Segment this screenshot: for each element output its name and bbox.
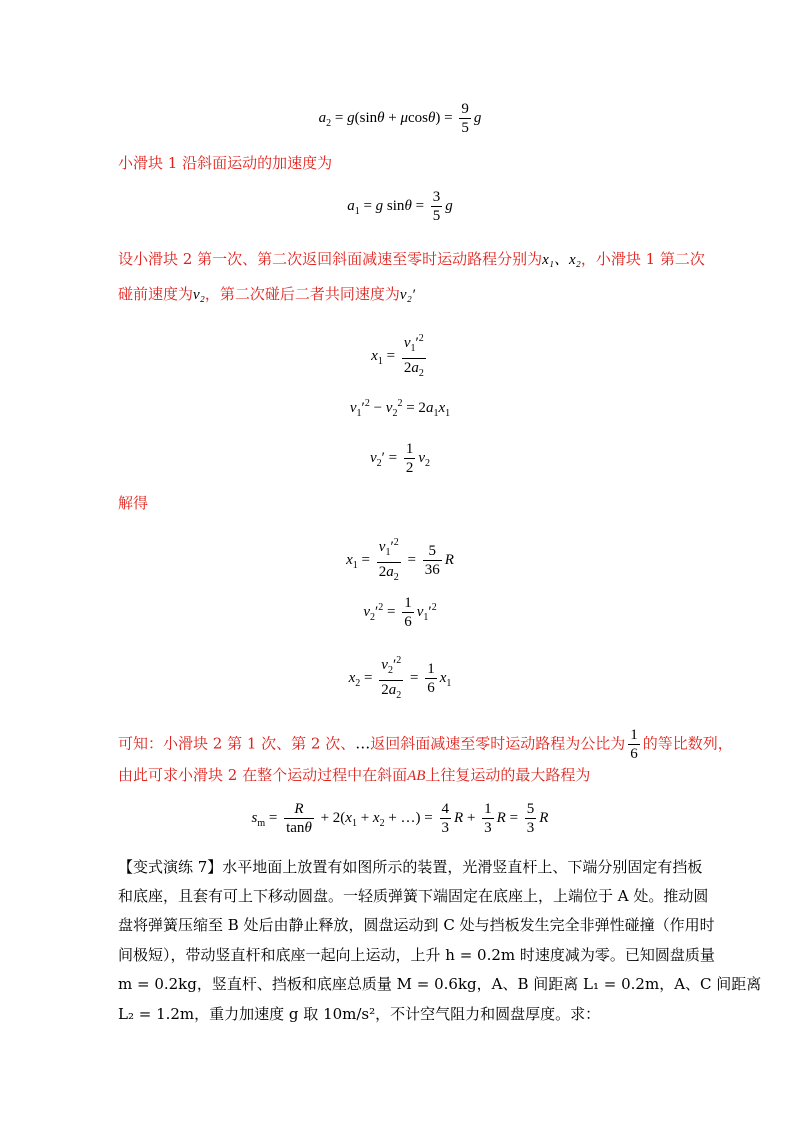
equation-x1-definition: $x_1$ = $\frac{v_1'^2}{2a_2}$ [0,330,800,383]
problem-line-2: 和底座，且套有可上下移动圆盘。一轻质弹簧下端固定在底座上，上端位于 A 处。推动圆 [118,887,709,905]
text-setup-line-1: 设小滑块 2 第一次、第二次返回斜面减速至零时运动路程分别为x₁、x₂，小滑块 1 第二次 [118,250,705,268]
problem-line-1: 【变式演练 7】水平地面上放置有如图所示的装置，光滑竖直杆上、下端分别固定有挡板 [118,858,703,876]
text-max-distance: 由此可求小滑块 2 在整个运动过程中在斜面AB上往复运动的最大路程为 [118,766,591,784]
equation-sm: $s_m$ = $\frac{R}{\tan\theta}$ + $2(x_1 + x_2$ + …) = $\frac{4}{3}$ R + $\frac{1}{3}$ R = $\frac{5}{3}$ R [251,801,549,836]
text-acceleration-1: 小滑块 1 沿斜面运动的加速度为 [118,154,333,172]
equation-v2-prime: $v_2'$ = $\frac{1}{2}$ $v_2$ [369,441,431,476]
equation-x1-result: $x_1$ = $\frac{v_1'^2}{2a_2}$ = $\frac{5}{36}$ R [0,534,800,587]
problem-line-5: m = 0.2kg，竖直杆、挡板和底座总质量 M = 0.6kg，A、B 间距离 L₁ = 0.2m，A、C 间距离 [118,975,762,993]
text-geometric-series: 可知：小滑块 2 第 1 次、第 2 次、…返回斜面减速至零时运动路程为公比为 $\frac{1}{6}$ 的等比数列， [118,727,733,762]
problem-line-3: 盘将弹簧压缩至 B 处后由静止释放，圆盘运动到 C 处与挡板发生完全非弹性碰撞（作用时 [118,916,715,934]
equation-x2-result: $x_2$ = $\frac{v_2'^2}{2a_2}$ = $\frac{1}{6}$ $x_1$ [0,652,800,705]
equation-energy: $v_1'^2 - v_2^2 = 2a_1x_1$ [349,398,451,419]
problem-line-4: 间极短），带动竖直杆和底座一起向上运动，上升 h = 0.2m 时速度减为零。已知圆盘质量 [118,946,715,964]
text-solve: 解得 [118,494,149,512]
text-setup-line-2: 碰前速度为v₂，第二次碰后二者共同速度为v₂′ [118,285,416,303]
equation-a1: $a_1 = g$ sinθ = $\frac{3}{5}$ g [347,189,453,224]
equation-a2: $a_2 = g(\sin\theta + \mu\cos\theta)$ = $\frac{9}{5}$ g [318,101,482,136]
equation-v2-prime-squared: $v_2'^2$ = $\frac{1}{6}$ $v_1'^2$ [363,595,437,630]
problem-line-6: L₂ = 1.2m，重力加速度 g 取 10m/s²，不计空气阻力和圆盘厚度。求： [118,1005,601,1023]
